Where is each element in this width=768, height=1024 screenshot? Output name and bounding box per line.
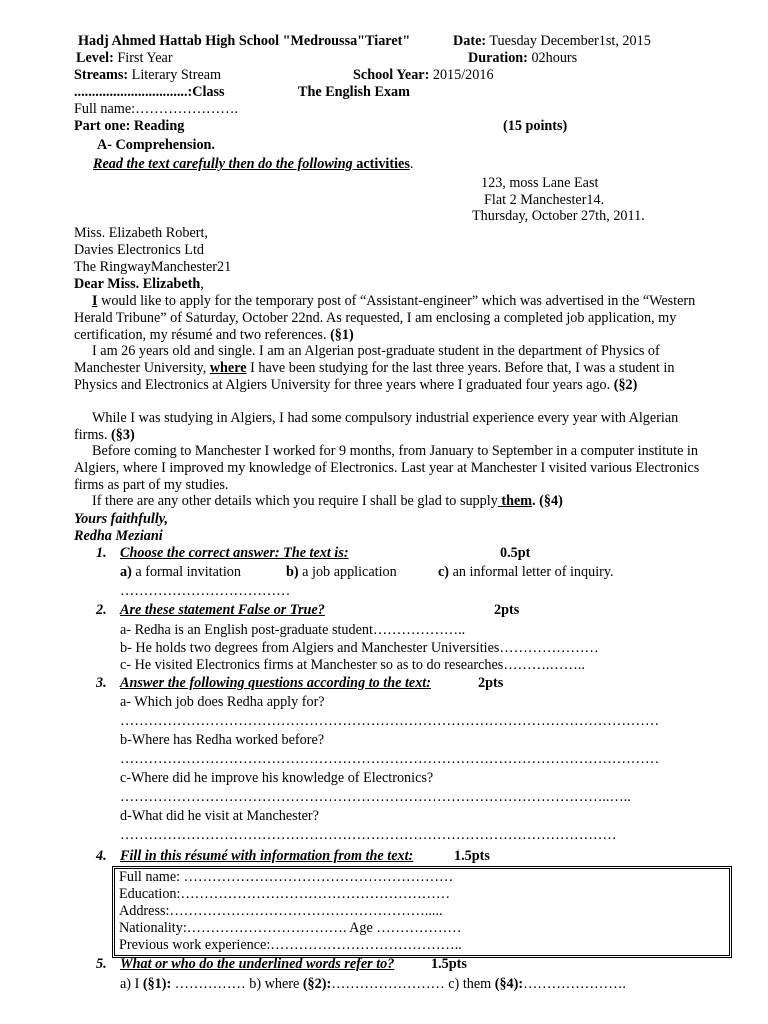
part-one-points: (15 points): [503, 118, 568, 134]
answer-line: ……………………………………………………………………………………………: [120, 827, 617, 843]
question-4-text: Fill in this résumé with information from the text:: [120, 848, 414, 864]
question-number: 2.: [96, 602, 107, 618]
resume-field: Full name: …………………………………………………: [119, 869, 454, 885]
school-year: [353, 67, 494, 84]
duration-value: 02hours: [527, 50, 578, 66]
sender-address-line: Flat 2 Manchester14.: [484, 192, 605, 208]
instruction-period: .: [409, 156, 414, 172]
question-number: 1.: [96, 545, 107, 561]
class-line: ................................:Class: [74, 84, 225, 100]
sub-question: a- Which job does Redha apply for?: [120, 694, 325, 710]
resume-field: Education:…………………………………………………: [119, 886, 451, 902]
letter-paragraph-5: If there are any other details which you require I shall be glad to supply them. (§4): [92, 493, 563, 509]
streams-value: Literary Stream: [128, 67, 222, 83]
reference-answers: a) I (§1): …………… b) where (§2):…………………… c) them (§4):………………….: [120, 976, 626, 992]
date-label: Date:: [453, 33, 487, 49]
question-3-points: 2pts: [478, 675, 504, 691]
instruction-text: Read the text carefully then do the following: [93, 156, 357, 172]
school-name: Hadj Ahmed Hattab High School "Medroussa"Tiaret": [78, 33, 411, 49]
sub-question: c-Where did he improve his knowledge of Electronics?: [120, 770, 434, 786]
letter-paragraph-2: I am 26 years old and single. I am an Algerian post-graduate student in the department of Physics of Manchester University, where I have been studying for the last three years. Before that, I was a student in Physics and Electronics at Algiers University for three years where I graduated four years ago. (§2): [74, 343, 675, 393]
resume-field: Address:……………………………………………….....: [119, 903, 443, 919]
letter-paragraph-4: Before coming to Manchester I worked for 9 months, from January to September in a computer institute in Algiers, where I improved my knowledge of Electronics. Last year at Manchester I visited various Electronics firms as part of my studies.: [74, 443, 700, 493]
recipient-line: The RingwayManchester21: [74, 259, 232, 275]
school-year-value: 2015/2016: [429, 67, 494, 83]
letter-closing: Yours faithfully,: [74, 511, 169, 527]
option-a: a) a formal invitation: [120, 564, 241, 580]
sub-question: b-Where has Redha worked before?: [120, 732, 325, 748]
part-one-title: Part one: Reading: [74, 118, 185, 134]
exam-duration: [468, 50, 577, 67]
question-5-text: What or who do the underlined words refer to?: [120, 956, 395, 972]
letter-greeting: [74, 276, 204, 293]
exam-streams: [74, 67, 221, 84]
exam-title: The English Exam: [298, 84, 410, 100]
option-c: c) an informal letter of inquiry.: [438, 564, 614, 580]
school-year-label: School Year:: [353, 67, 430, 83]
question-1-points: 0.5pt: [500, 545, 531, 561]
paragraph-ref: (§4): [539, 493, 563, 509]
section-a-title: A- Comprehension.: [97, 137, 215, 153]
question-2-points: 2pts: [494, 602, 520, 618]
answer-line: ……………………………………………………………………………………………………: [120, 751, 660, 767]
paragraph-ref: (§2): [613, 376, 638, 393]
true-false-item: b- He holds two degrees from Algiers and Manchester Universities…………………: [120, 640, 599, 656]
full-name-line: Full name:………………….: [74, 101, 238, 117]
true-false-item: c- He visited Electronics firms at Manchester so as to do researches……….……..: [120, 657, 585, 673]
exam-level: [76, 50, 173, 67]
letter-paragraph-3: While I was studying in Algiers, I had some compulsory industrial experience every year with Algerian firms. (§3): [74, 410, 679, 443]
letter-paragraph-1: I would like to apply for the temporary post of “Assistant-engineer” which was advertised in the “Western Herald Tribune” of Saturday, October 22nd. As requested, I am enclosing a completed job application, my certification, my résumé and two references. (§1): [74, 293, 696, 343]
underlined-word-i: I: [92, 293, 98, 309]
underlined-word-them: them: [497, 493, 533, 509]
sub-question: d-What did he visit at Manchester?: [120, 808, 319, 824]
date-value: Tuesday December1st, 2015: [486, 33, 651, 49]
question-1-text: Choose the correct answer: The text is:: [120, 545, 349, 561]
question-4-points: 1.5pts: [454, 848, 490, 864]
level-label: Level:: [76, 50, 114, 66]
question-5-points: 1.5pts: [431, 956, 467, 972]
question-number: 3.: [96, 675, 107, 691]
greeting-text: Dear Miss. Elizabeth: [74, 276, 201, 292]
resume-field: Previous work experience:…………………………………..: [119, 937, 462, 953]
true-false-item: a- Redha is an English post-graduate student………………..: [120, 622, 466, 638]
instruction-activities: activities: [356, 156, 410, 172]
letter-signature: Redha Meziani: [74, 528, 163, 544]
paragraph-ref: (§3): [111, 426, 135, 443]
answer-line: ……………………………………………………………………………………………………: [120, 713, 660, 729]
sender-address-line: 123, moss Lane East: [481, 175, 599, 191]
greeting-comma: ,: [200, 276, 204, 292]
recipient-line: Miss. Elizabeth Robert,: [74, 225, 208, 241]
level-value: First Year: [113, 50, 173, 66]
option-b: b) a job application: [286, 564, 397, 580]
question-number: 5.: [96, 956, 107, 972]
recipient-line: Davies Electronics Ltd: [74, 242, 205, 258]
answer-line: ………………………………: [120, 583, 291, 599]
resume-field: Nationality:……………………………. Age ………………: [119, 920, 462, 936]
reading-instruction: [93, 156, 413, 173]
letter-date: Thursday, October 27th, 2011.: [472, 208, 645, 224]
question-number: 4.: [96, 848, 107, 864]
streams-label: Streams:: [74, 67, 129, 83]
duration-label: Duration:: [468, 50, 528, 66]
underlined-word-where: where: [209, 359, 247, 376]
answer-line: …………………………………………………………………………………………..…..: [120, 789, 631, 805]
question-3-text: Answer the following questions according to the text:: [120, 675, 431, 691]
paragraph-ref: (§1): [330, 326, 354, 343]
question-2-text: Are these statement False or True?: [120, 602, 325, 618]
exam-date: [453, 33, 651, 50]
